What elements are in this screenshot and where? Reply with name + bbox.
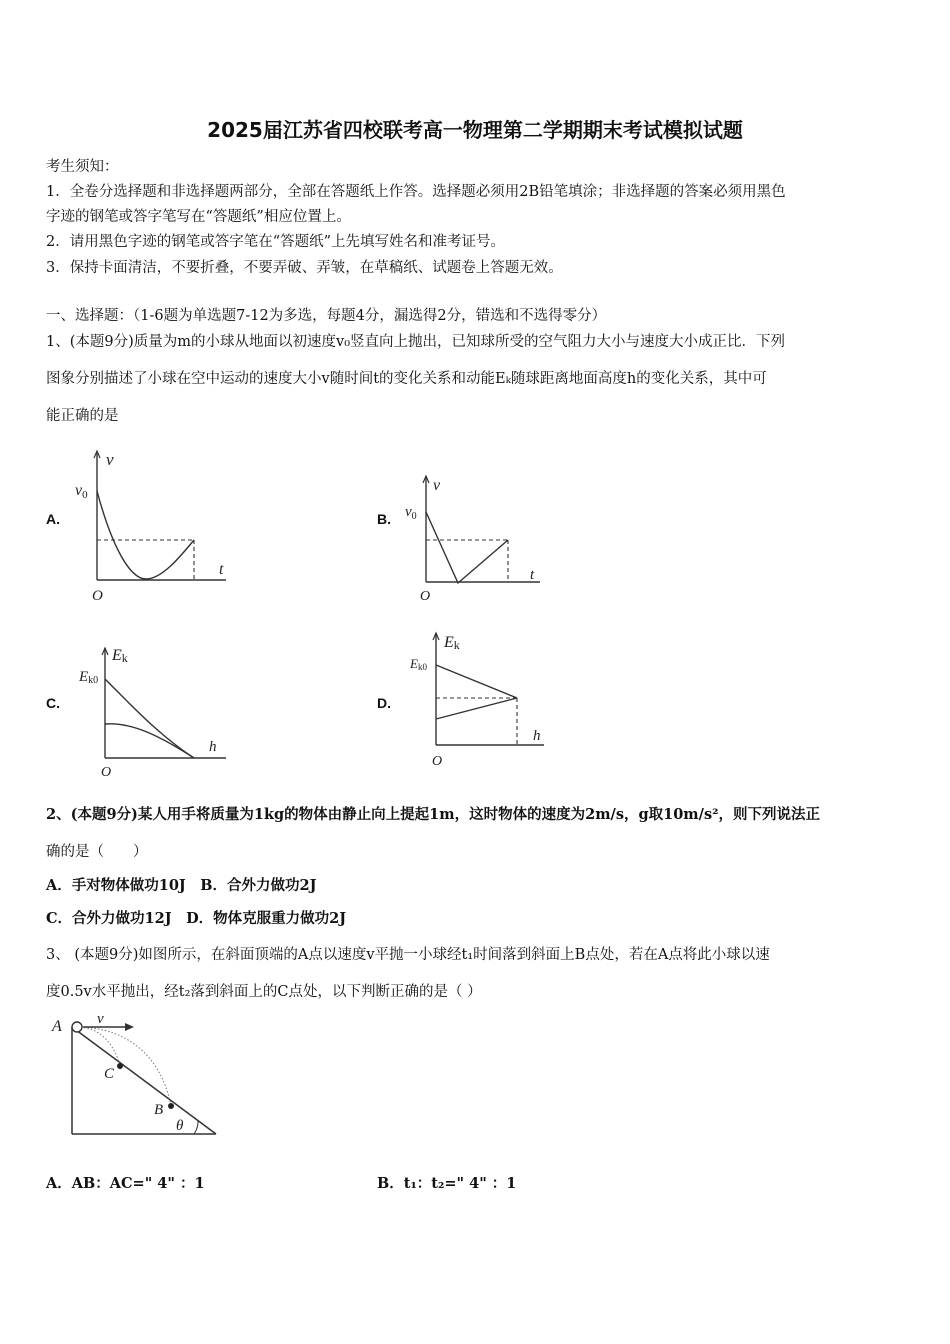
graph-b-v-label: v: [433, 477, 441, 494]
graph-c-h-label: h: [209, 739, 217, 755]
q1-line-3: 能正确的是: [46, 408, 119, 424]
q3-line-1: 3、 (本题9分)如图所示，在斜面顶端的A点以速度v平抛一小球经t₁时间落到斜面上B点处，若在A点将此小球以速: [46, 947, 770, 963]
graph-c-origin-label: O: [101, 765, 112, 780]
q1-option-c-label: C.: [46, 695, 60, 711]
incline-point-b-label: B: [154, 1102, 164, 1118]
graph-a-v0-label: v0: [75, 482, 88, 501]
q3-line-2: 度0.5v水平抛出，经t₂落到斜面上的C点处，以下判断正确的是（ ）: [46, 984, 482, 1000]
incline-point-a-label: A: [52, 1018, 62, 1035]
graph-d-h-label: h: [533, 728, 541, 744]
graph-b-v0-label: $v_0$: [405, 504, 417, 522]
q1-option-a-label: A.: [46, 511, 60, 527]
incline-angle-label: θ: [176, 1118, 184, 1134]
q1-line-1: 1、(本题9分)质量为m的小球从地面以初速度v₀竖直向上抛出，已知球所受的空气阻力大小与速度大小成正比．下列: [46, 334, 786, 350]
graph-c-ek0-label: Ek0: [79, 669, 99, 686]
incline-point-c-label: C: [104, 1066, 115, 1082]
graph-d: [404, 625, 554, 771]
section-heading: 一、选择题：（1-6题为单选题7-12为多选，每题4分，漏选得2分，错选和不选得零分）: [46, 308, 607, 324]
graph-c-ek-label: Ek: [112, 647, 128, 665]
notice-item-3: 3．保持卡面清洁，不要折叠，不要弄破、弄皱，在草稿纸、试题卷上答题无效。: [46, 260, 563, 276]
graph-b-t-label: t: [530, 567, 535, 583]
q3-option-b: B．t₁：t₂=" 4" ：1: [377, 1175, 517, 1192]
q1-line-2: 图象分别描述了小球在空中运动的速度大小v随时间t的变化关系和动能Eₖ随球距离地面高度h的变化关系，其中可: [46, 371, 767, 387]
q3-option-a: A．AB：AC=" 4" ：1: [46, 1175, 205, 1192]
graph-b: [400, 470, 550, 602]
q2-line-2: 确的是（ ）: [46, 844, 148, 860]
notice-heading: 考生须知：: [46, 159, 119, 175]
q2-options-ab: A．手对物体做功10J B．合外力做功2J: [46, 877, 317, 894]
graph-c: [74, 640, 240, 780]
graph-d-ek-label: Ek: [444, 634, 460, 652]
graph-a: [66, 443, 236, 603]
graph-d-ek0-label: Ek0: [410, 656, 427, 672]
notice-item-1b: 字迹的钢笔或答字笔写在“答题纸”相应位置上。: [46, 209, 351, 225]
notice-item-2: 2．请用黑色字迹的钢笔或答字笔在“答题纸”上先填写姓名和准考证号。: [46, 234, 506, 250]
q2-options-cd: C．合外力做功12J D．物体克服重力做功2J: [46, 910, 347, 927]
q1-option-d-label: D.: [377, 695, 391, 711]
incline-velocity-label: v: [97, 1011, 104, 1027]
graph-a-origin-label: O: [92, 588, 103, 603]
notice-item-1a: 1．全卷分选择题和非选择题两部分，全部在答题纸上作答。选择题必须用2B铅笔填涂；非选择题的答案必须用黑色: [46, 184, 786, 200]
incline-figure: [46, 1010, 226, 1140]
q1-option-b-label: B.: [377, 511, 391, 527]
graph-a-t-label: t: [219, 561, 224, 578]
graph-d-origin-label: O: [432, 754, 443, 769]
page-title: 2025届江苏省四校联考高一物理第二学期期末考试模拟试题: [207, 118, 743, 142]
graph-b-origin-label: O: [420, 589, 431, 602]
q2-line-1: 2、(本题9分)某人用手将质量为1kg的物体由静止向上提起1m，这时物体的速度为2m/s，g取10m/s²，则下列说法正: [46, 806, 820, 823]
graph-a-v-label: v: [106, 450, 114, 469]
